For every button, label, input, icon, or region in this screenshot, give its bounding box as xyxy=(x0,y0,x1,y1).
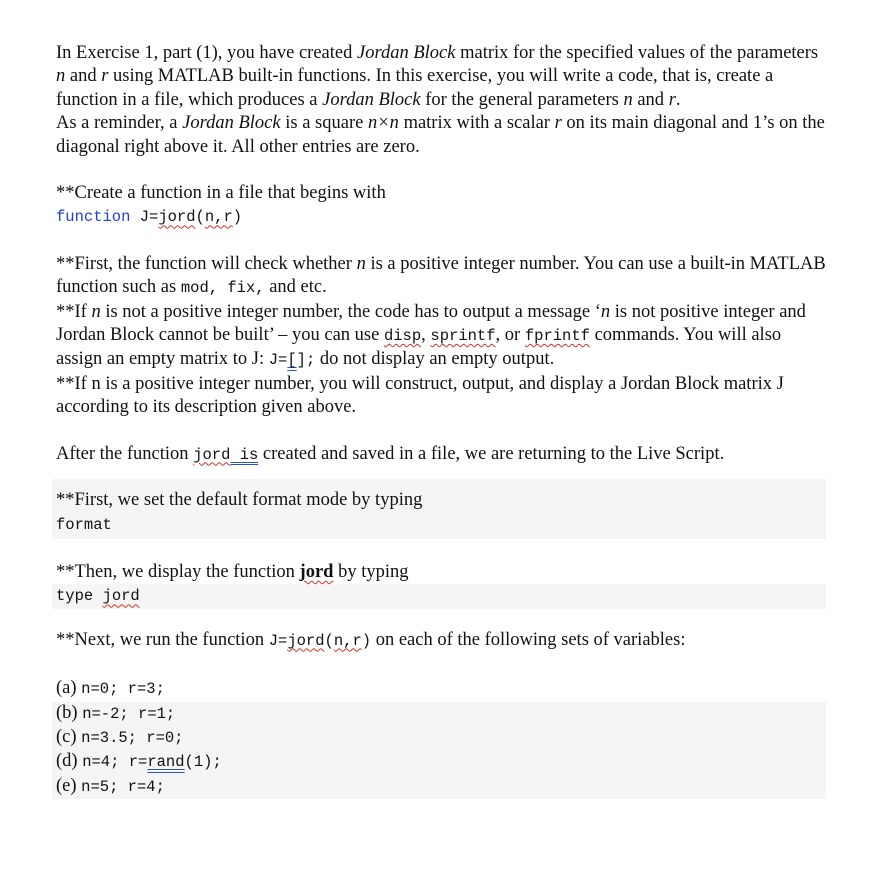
code: ( xyxy=(324,631,334,650)
code-fprintf: fprintf xyxy=(524,327,590,346)
text: After the function xyxy=(56,443,194,464)
text: created and saved in a file, we are returning to the Live Script. xyxy=(258,443,725,464)
case-code: n=4; r= xyxy=(82,753,148,772)
var-r: r xyxy=(554,113,562,134)
text: is not a positive integer number, the code has to output a message ‘ xyxy=(100,301,601,322)
after-paragraph xyxy=(56,443,826,467)
case-b xyxy=(52,702,826,726)
first-check-paragraph xyxy=(56,253,826,301)
text-jordan-block: Jordan Block xyxy=(357,43,456,63)
case-a xyxy=(56,677,826,701)
text: , xyxy=(421,325,431,346)
keyword-function: function xyxy=(56,208,131,227)
text: **Next, we run the function xyxy=(56,629,269,650)
case-label: (b) xyxy=(56,702,83,723)
code-bracket: [ xyxy=(287,351,297,370)
code-args: n,r xyxy=(204,208,233,227)
math-n-by-n: n×n xyxy=(367,113,399,134)
text: commands. You will also assign an empty matrix to J: xyxy=(56,325,782,370)
text: by typing xyxy=(333,561,409,582)
case-code: n=5; r=4; xyxy=(81,777,165,796)
case-e xyxy=(52,775,826,799)
text: . xyxy=(675,89,681,110)
var-n: n xyxy=(600,301,611,322)
text: matrix with a scalar xyxy=(398,113,555,134)
code: ) xyxy=(361,631,372,650)
text: , or xyxy=(495,325,525,346)
text: As a reminder, a xyxy=(56,113,183,134)
text: for the general parameters xyxy=(420,89,624,110)
case-code: n=0; r=3; xyxy=(81,680,165,699)
case-label: (a) xyxy=(56,678,82,699)
document-body xyxy=(56,42,826,799)
reminder-paragraph xyxy=(56,112,826,159)
type-code-line xyxy=(52,584,826,608)
if-positive-paragraph: **If n is a positive integer number, you will construct, output, and display a Jordan Block matrix J according to its description given above. xyxy=(56,373,784,418)
text: do not display an empty output. xyxy=(315,349,555,370)
case-label: (d) xyxy=(56,751,83,772)
var-n: n xyxy=(623,89,633,110)
text: **If xyxy=(56,301,92,322)
case-d xyxy=(52,750,826,774)
code-sprintf: sprintf xyxy=(430,327,496,346)
format-section xyxy=(52,479,826,539)
case-label: (c) xyxy=(56,726,82,747)
text-jordan-block: Jordan Block xyxy=(322,89,421,110)
code-format: format xyxy=(56,515,112,534)
text: matrix for the specified values of the parameters xyxy=(455,43,819,63)
code-disp: disp xyxy=(383,327,422,346)
case-code: n=-2; r=1; xyxy=(82,704,176,723)
case-c xyxy=(52,726,826,750)
text: **First, the function will check whether xyxy=(56,253,357,274)
cases-list xyxy=(56,677,826,799)
type-instruction xyxy=(56,561,826,584)
next-instruction xyxy=(56,629,826,653)
code: J= xyxy=(130,208,159,227)
create-instruction: **Create a function in a file that begins with xyxy=(56,183,386,204)
text: **Then, we display the function xyxy=(56,561,300,582)
var-n: n xyxy=(356,253,366,274)
code-jord: jord xyxy=(193,445,231,464)
text: using MATLAB built-in functions. In this exercise, you will write a code, that is, create a function in a file, which produces a xyxy=(56,66,774,110)
function-signature-code xyxy=(56,205,826,229)
code-jord: jord xyxy=(287,631,325,650)
text: is not positive integer and Jordan Block cannot be built’ – you can use xyxy=(56,301,806,346)
text: on each of the following sets of variables: xyxy=(371,629,686,650)
code-mod-fix: mod, fix, xyxy=(180,279,265,298)
code-is: is xyxy=(230,445,259,464)
text-jordan-block: Jordan Block xyxy=(182,113,281,134)
code-jord: jord xyxy=(102,587,140,606)
if-not-paragraph xyxy=(56,301,826,373)
format-instruction: **First, we set the default format mode by typing xyxy=(56,490,423,511)
intro-paragraph xyxy=(56,42,826,112)
case-label: (e) xyxy=(56,775,82,796)
code-function-name: jord xyxy=(158,208,196,227)
text-jord: jord xyxy=(299,561,334,582)
code: ]; xyxy=(296,351,316,370)
code: ( xyxy=(195,208,205,227)
code: ) xyxy=(232,208,243,227)
code-args: n,r xyxy=(333,631,362,650)
text: and etc. xyxy=(264,277,327,298)
case-code: (1); xyxy=(184,753,222,772)
text: and xyxy=(632,89,669,110)
text: In Exercise 1, part (1), you have created xyxy=(56,43,357,63)
code-rand: rand xyxy=(147,753,185,772)
var-n: n xyxy=(91,301,101,322)
var-n: n xyxy=(56,66,66,87)
text: is a square xyxy=(280,113,368,134)
text: and xyxy=(65,66,102,87)
case-code: n=3.5; r=0; xyxy=(81,728,184,747)
text: is a positive integer number. You can use a built-in MATLAB function such as xyxy=(56,253,826,298)
var-r: r xyxy=(668,89,676,110)
code: J= xyxy=(268,351,288,370)
code: type xyxy=(56,587,103,606)
code: J= xyxy=(268,631,288,650)
text: on its main diagonal and 1’s on the diagonal right above it. All other entries are zero. xyxy=(56,113,825,157)
var-r: r xyxy=(101,66,109,87)
